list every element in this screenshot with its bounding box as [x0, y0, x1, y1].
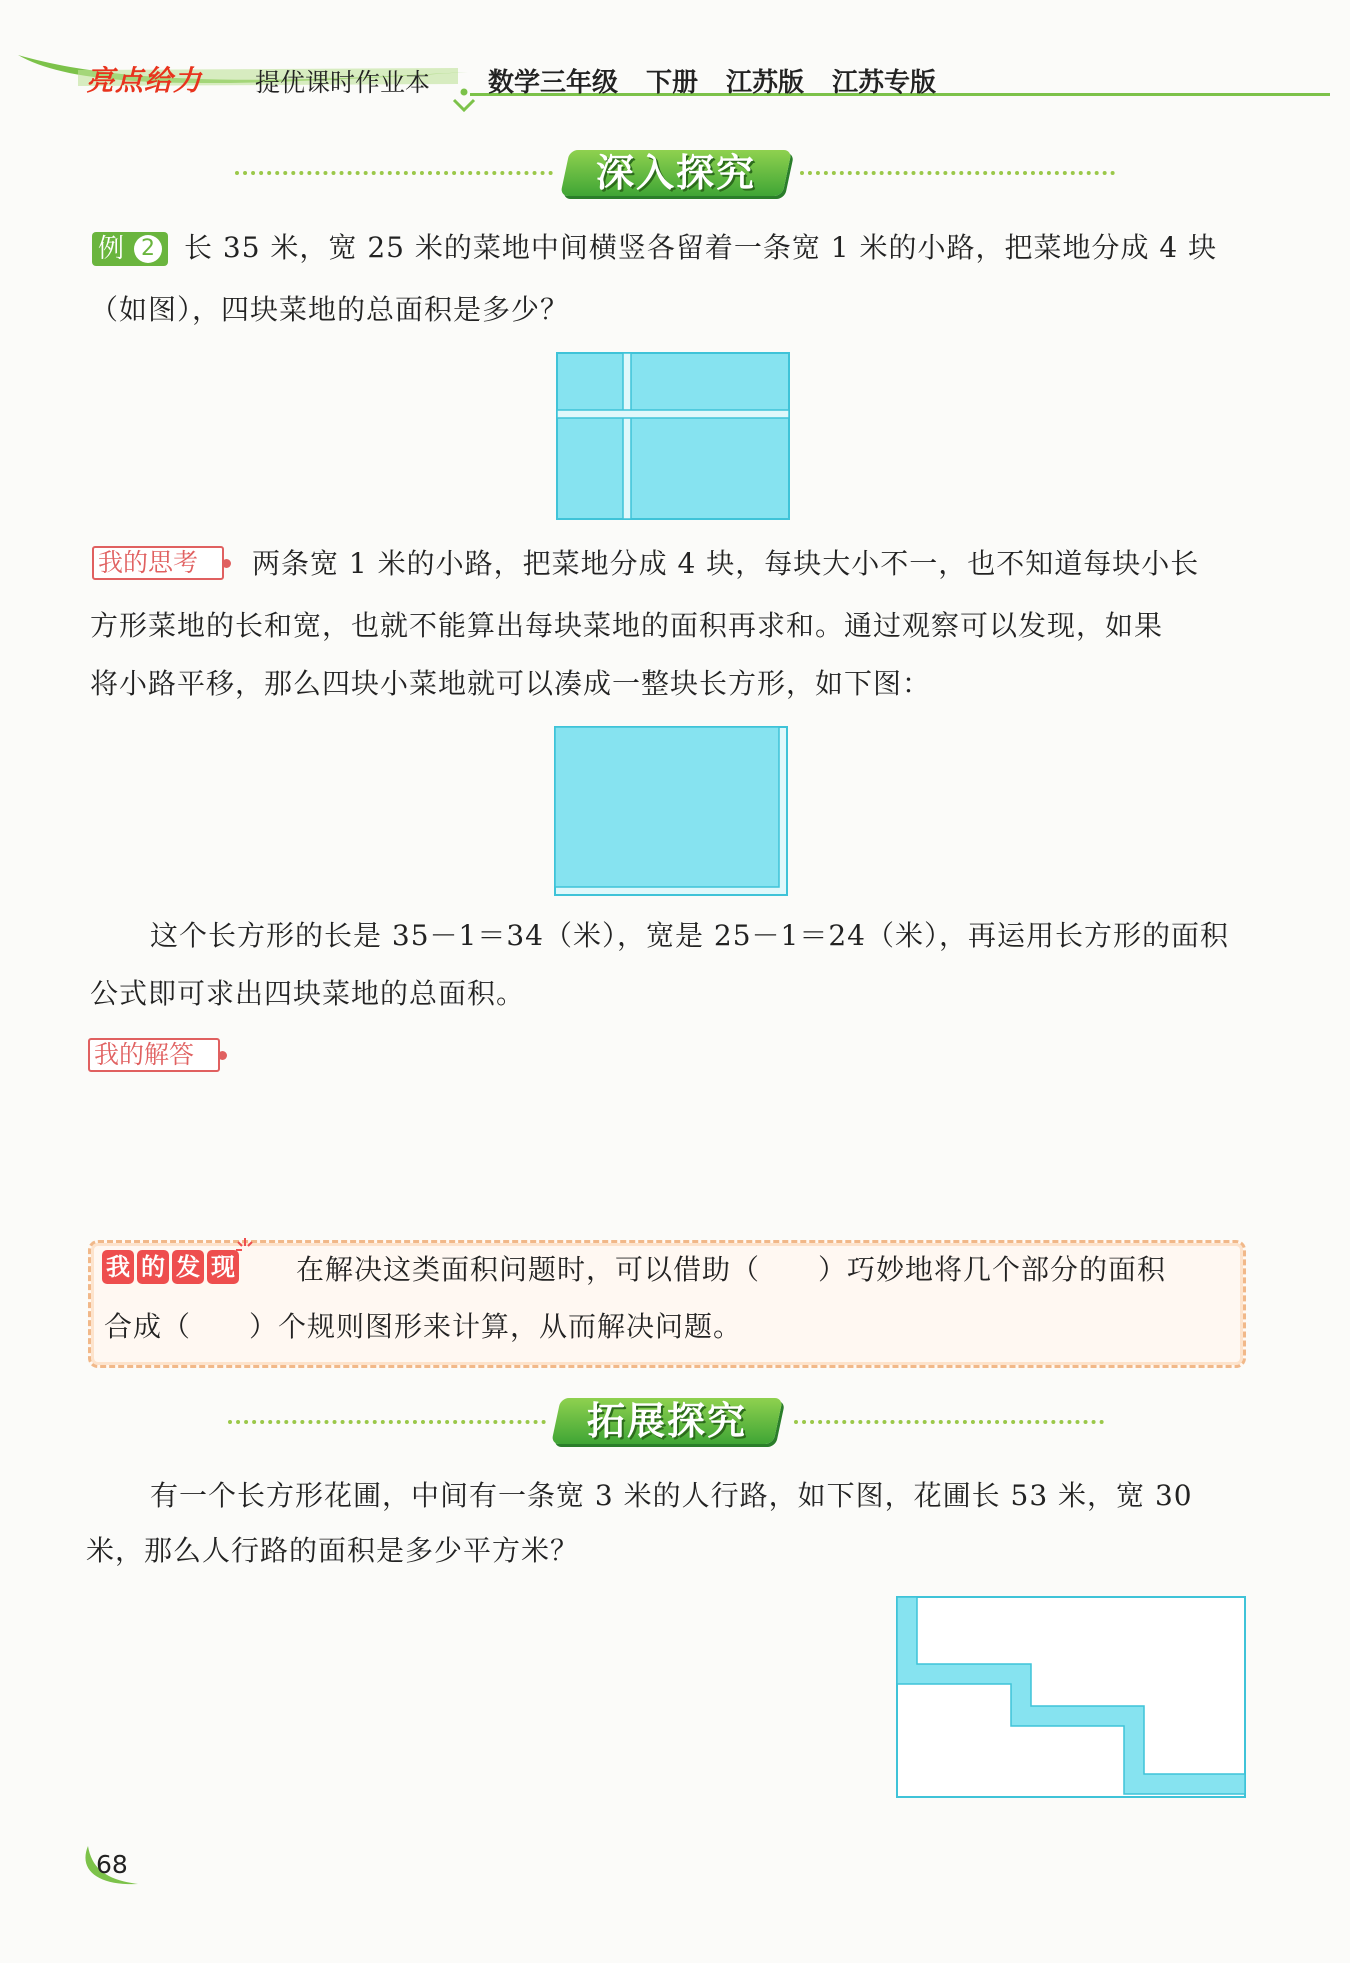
section-divider-right [800, 171, 1115, 175]
answer-space[interactable] [90, 1080, 1240, 1220]
section-title: 深入探究 [595, 151, 756, 195]
section2-divider-left [228, 1420, 546, 1424]
discovery-tag-char: 我 [102, 1250, 134, 1284]
meta-region: 江苏专版 [832, 68, 937, 98]
discovery-line2: 合成（ ）个规则图形来计算，从而解决问题。 [104, 1310, 743, 1343]
discovery-tag-char: 现 [207, 1250, 239, 1284]
section2-divider-right [794, 1420, 1104, 1424]
thinking-line3: 将小路平移，那么四块小菜地就可以凑成一整块长方形，如下图： [90, 667, 932, 700]
page-number: 68 [96, 1850, 128, 1879]
meta-grade: 数学三年级 [488, 68, 619, 98]
example-tag [92, 232, 168, 266]
thinking-line2: 方形菜地的长和宽，也就不能算出每块菜地的面积再求和。通过观察可以发现，如果 [90, 609, 1164, 642]
header-chevron-icon [452, 88, 476, 114]
example-text-line2: （如图），四块菜地的总面积是多少？ [90, 293, 570, 326]
extension-line2: 米，那么人行路的面积是多少平方米？ [86, 1534, 580, 1567]
merged-field-figure [554, 726, 788, 896]
meta-edition: 江苏版 [726, 68, 805, 98]
answer-tag: 我的解答 [88, 1038, 220, 1072]
thinking-tag: 我的思考 [92, 546, 224, 580]
discovery-tag-char: 的 [137, 1250, 169, 1284]
example-text-line1: 长 35 米，宽 25 米的菜地中间横竖各留着一条宽 1 米的小路，把菜地分成 4 块 [184, 231, 1218, 264]
book-meta [488, 62, 936, 99]
section-banner-deep [560, 150, 792, 196]
calc-line1: 这个长方形的长是 35－1＝34（米），宽是 25－1＝24（米），再运用长方形的面积 [150, 919, 1229, 952]
thinking-line1: 两条宽 1 米的小路，把菜地分成 4 块，每块大小不一，也不知道每块小长 [252, 547, 1200, 580]
example-number: 2 [134, 235, 162, 263]
section-divider-left [235, 171, 553, 175]
field-with-paths-figure [556, 352, 790, 520]
meta-volume: 下册 [646, 68, 699, 98]
discovery-tag-char: 发 [172, 1250, 204, 1284]
section-banner-extension [551, 1398, 783, 1444]
discovery-tag [102, 1250, 239, 1284]
book-subtitle: 提优课时作业本 [255, 68, 431, 97]
discovery-line1: 在解决这类面积问题时，可以借助（ ）巧妙地将几个部分的面积 [296, 1253, 1167, 1286]
extension-line1: 有一个长方形花圃，中间有一条宽 3 米的人行路，如下图，花圃长 53 米，宽 30 [150, 1479, 1193, 1512]
section2-title: 拓展探究 [586, 1399, 747, 1443]
sparkle-icon [234, 1238, 256, 1260]
example-tag-label: 例 [98, 234, 125, 264]
brand-title: 亮点给力 [86, 64, 203, 97]
garden-stepped-path-figure [896, 1596, 1248, 1802]
calc-line2: 公式即可求出四块菜地的总面积。 [90, 977, 526, 1010]
